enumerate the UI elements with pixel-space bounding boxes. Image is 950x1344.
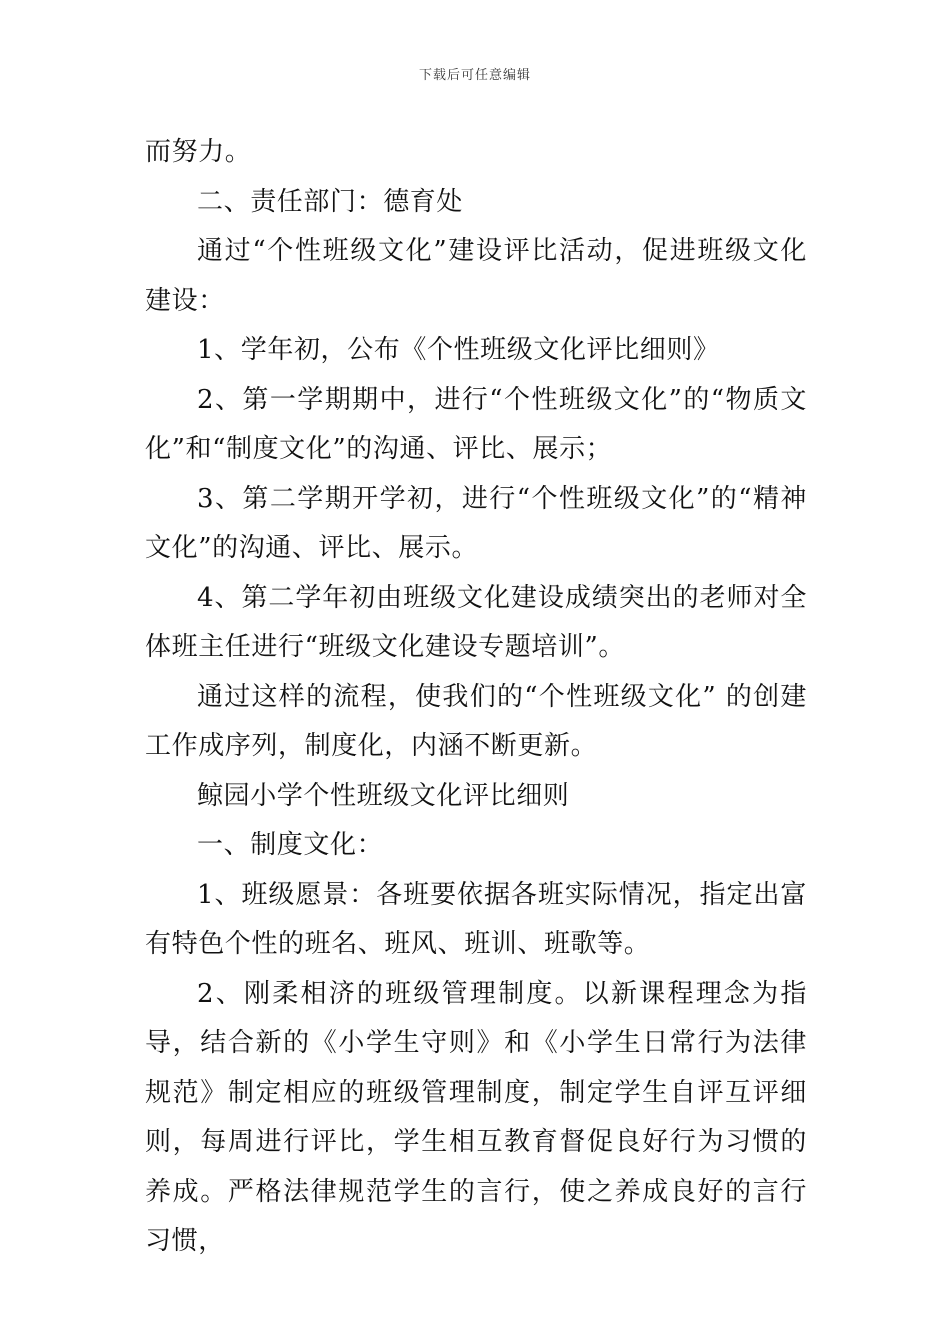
document-body bbox=[145, 128, 807, 1267]
paragraph: 2、第一学期期中，进行“个性班级文化”的“物质文化”和“制度文化”的沟通、评比、展示； bbox=[145, 384, 807, 464]
paragraph: 通过这样的流程，使我们的“个性班级文化” 的创建工作成序列，制度化，内涵不断更新。 bbox=[145, 681, 807, 761]
paragraph: 二、责任部门：德育处 bbox=[197, 186, 464, 217]
paragraph: 2、刚柔相济的班级管理制度。以新课程理念为指导，结合新的《小学生守则》和《小学生日常行为法律规范》制定相应的班级管理制度，制定学生自评互评细则，每周进行评比，学生相互教育督促良好行为习惯的养成。严格法律规范学生的言行，使之养成良好的言行习惯， bbox=[145, 978, 807, 1256]
paragraph: 通过“个性班级文化”建设评比活动，促进班级文化建设： bbox=[145, 236, 807, 316]
section-heading: 一、制度文化： bbox=[197, 830, 384, 860]
paragraph: 1、学年初，公布《个性班级文化评比细则》 bbox=[197, 335, 720, 365]
paragraph: 3、第二学期开学初，进行“个性班级文化”的“精神文化”的沟通、评比、展示。 bbox=[145, 483, 807, 563]
paragraph: 4、第二学年初由班级文化建设成绩突出的老师对全体班主任进行“班级文化建设专题培训”。 bbox=[145, 582, 807, 662]
section-title: 鲸园小学个性班级文化评比细则 bbox=[197, 780, 570, 811]
paragraph: 1、班级愿景：各班要依据各班实际情况，指定出富有特色个性的班名、班风、班训、班歌等。 bbox=[145, 879, 807, 959]
page-header-note: 下载后可任意编辑 bbox=[418, 68, 531, 83]
paragraph: 而努力。 bbox=[145, 137, 252, 167]
